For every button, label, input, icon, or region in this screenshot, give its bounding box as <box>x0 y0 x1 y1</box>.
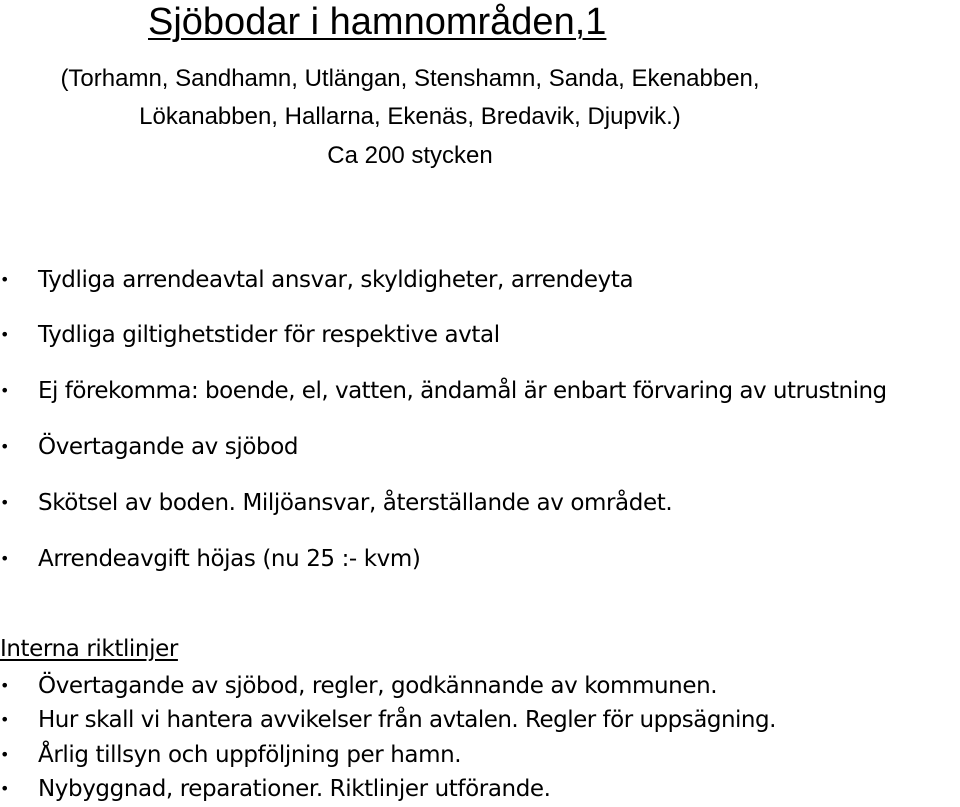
list-item-text: Övertagande av sjöbod, regler, godkännande av kommunen. <box>38 673 718 699</box>
bullet-icon: • <box>0 710 10 729</box>
list-item-text: Tydliga giltighetstider för respektive avtal <box>38 322 500 348</box>
list-item-text: Arrendeavgift höjas (nu 25 :- kvm) <box>38 546 421 572</box>
list-item-text: Skötsel av boden. Miljöansvar, återställande av området. <box>38 490 673 516</box>
bullet-icon: • <box>0 325 10 344</box>
bullet-icon: • <box>0 745 10 764</box>
bullet-icon: • <box>0 270 10 289</box>
list-item-text: Ej förekomma: boende, el, vatten, ändamål är enbart förvaring av utrustning <box>38 378 887 404</box>
list-item-text: Övertagande av sjöbod <box>38 434 299 460</box>
slide-title: Sjöbodar i hamnområden,1 <box>148 1 607 43</box>
bullet-icon: • <box>0 779 10 798</box>
bullet-icon: • <box>0 437 10 456</box>
list-item-text: Tydliga arrendeavtal ansvar, skyldigheter, arrendeyta <box>38 267 634 293</box>
list-item-text: Hur skall vi hantera avvikelser från avtalen. Regler för uppsägning. <box>38 707 776 733</box>
subtitle-line-2: Lökanabben, Hallarna, Ekenäs, Bredavik, Djupvik.) <box>139 103 681 130</box>
section-heading: Interna riktlinjer <box>0 636 178 662</box>
subtitle-line-3: Ca 200 stycken <box>327 142 493 169</box>
bullet-icon: • <box>0 381 10 400</box>
bullet-icon: • <box>0 676 10 695</box>
list-item-text: Årlig tillsyn och uppföljning per hamn. <box>38 742 462 768</box>
subtitle-line-1: (Torhamn, Sandhamn, Utlängan, Stenshamn, Sanda, Ekenabben, <box>60 65 760 92</box>
bullet-icon: • <box>0 549 10 568</box>
list-item-text: Nybyggnad, reparationer. Riktlinjer utförande. <box>38 776 551 802</box>
bullet-icon: • <box>0 493 10 512</box>
